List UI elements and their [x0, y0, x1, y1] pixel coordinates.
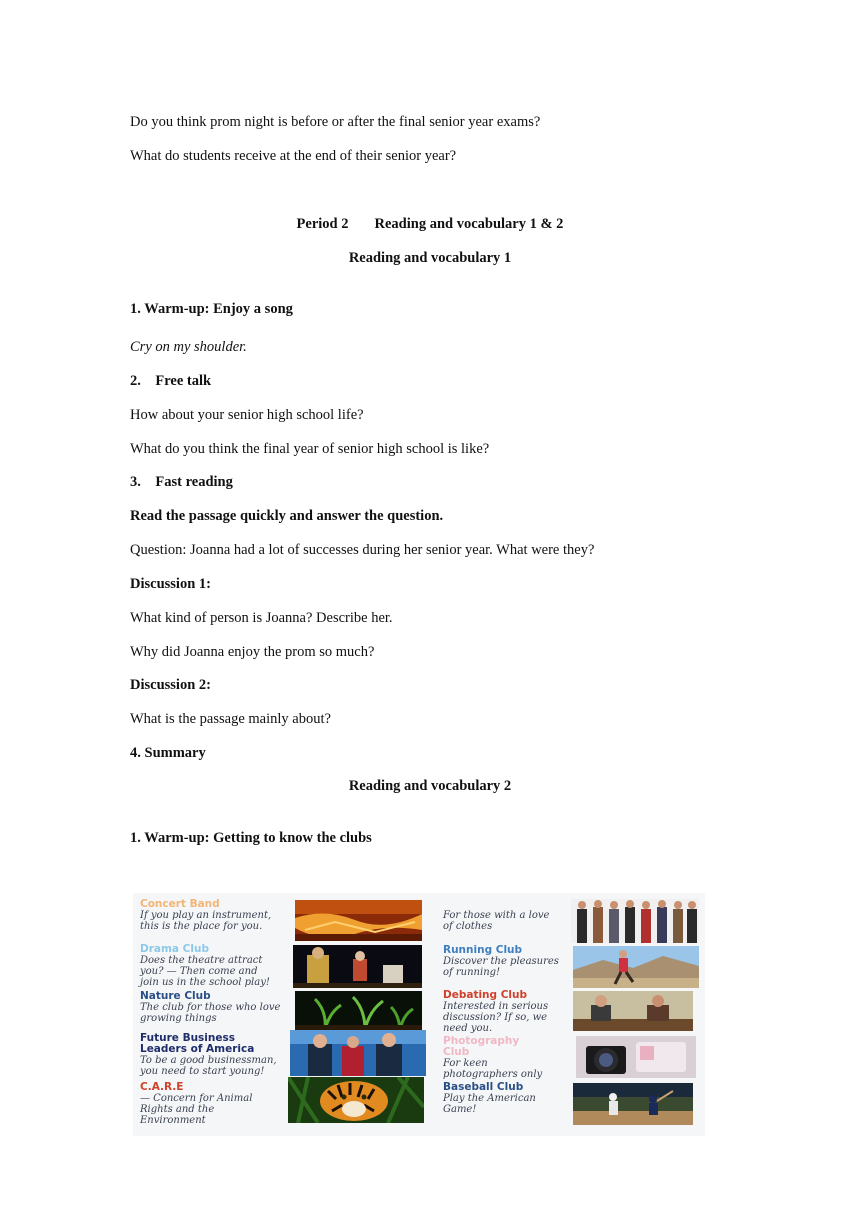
- baseball-club-photo: [573, 1083, 693, 1125]
- club-desc-concert-band-1: If you play an instrument,: [140, 910, 272, 921]
- club-desc-drama-1: Does the theatre attract: [140, 955, 263, 966]
- club-desc-drama-3: join us in the school play!: [140, 977, 270, 988]
- concert-band-photo: [295, 900, 422, 941]
- club-desc-baseball-1: Play the American: [443, 1093, 536, 1104]
- rv2-heading: Reading and vocabulary 2: [348, 778, 512, 794]
- club-name-debating: Debating Club: [443, 989, 527, 1001]
- period-label: Period 2: [296, 216, 349, 232]
- free-talk-question-2: What do you think the final year of senior high school is like?: [130, 441, 490, 457]
- debating-club-photo: [573, 991, 693, 1031]
- club-name-nature: Nature Club: [140, 990, 211, 1002]
- club-desc-fbla-1: To be a good businessman,: [140, 1055, 277, 1066]
- club-desc-care-1: — Concern for Animal: [140, 1093, 253, 1104]
- club-desc-running-1: Discover the pleasures: [443, 956, 559, 967]
- club-name-photography-2: Club: [443, 1046, 470, 1058]
- club-desc-care-3: Environment: [140, 1115, 206, 1126]
- club-desc-photography-2: photographers only: [443, 1069, 543, 1080]
- club-name-concert-band: Concert Band: [140, 898, 220, 910]
- song-title: Cry on my shoulder.: [130, 339, 247, 355]
- rv1-warmup-heading: 1. Warm-up: Enjoy a song: [130, 301, 293, 317]
- free-talk-question-1: How about your senior high school life?: [130, 407, 364, 423]
- club-name-fbla-1: Future Business: [140, 1032, 235, 1044]
- rv1-heading: Reading and vocabulary 1: [348, 250, 512, 266]
- discussion-2-question-1: What is the passage mainly about?: [130, 711, 331, 727]
- discussion-2-heading: Discussion 2:: [130, 677, 211, 693]
- club-desc-running-2: of running!: [443, 967, 501, 978]
- club-desc-fashion-2: of clothes: [443, 921, 493, 932]
- club-name-drama: Drama Club: [140, 943, 209, 955]
- club-desc-fashion-1: For those with a love: [443, 910, 550, 921]
- club-name-running: Running Club: [443, 944, 523, 956]
- intro-question-2: What do students receive at the end of their senior year?: [130, 148, 457, 164]
- rv2-warmup-heading: 1. Warm-up: Getting to know the clubs: [130, 830, 372, 846]
- club-desc-fbla-2: you need to start young!: [140, 1066, 265, 1077]
- drama-club-photo: [293, 945, 422, 988]
- discussion-1-question-2: Why did Joanna enjoy the prom so much?: [130, 644, 375, 660]
- club-name-photography-1: Photography: [443, 1035, 520, 1047]
- club-desc-baseball-2: Game!: [443, 1104, 477, 1115]
- free-talk-heading: 2. Free talk: [130, 373, 212, 389]
- fast-reading-instruction: Read the passage quickly and answer the question.: [130, 508, 444, 524]
- club-desc-photography-1: For keen: [443, 1058, 488, 1069]
- summary-heading: 4. Summary: [130, 745, 206, 761]
- running-club-photo: [573, 946, 699, 988]
- photography-club-photo: [576, 1036, 696, 1078]
- nature-club-photo: [295, 991, 422, 1030]
- fast-reading-question: Question: Joanna had a lot of successes during her senior year. What were they?: [130, 542, 595, 558]
- intro-question-1: Do you think prom night is before or after the final senior year exams?: [130, 114, 541, 130]
- clubs-figure: [133, 893, 705, 1136]
- club-name-baseball: Baseball Club: [443, 1081, 524, 1093]
- period-title: Reading and vocabulary 1 & 2: [374, 216, 564, 232]
- period-heading: [0, 215, 860, 233]
- club-desc-debating-1: Interested in serious: [443, 1001, 549, 1012]
- business-leaders-photo: [290, 1030, 426, 1076]
- club-name-fbla-2: Leaders of America: [140, 1043, 255, 1055]
- fashion-club-photo: [571, 899, 699, 943]
- club-desc-concert-band-2: this is the place for you.: [140, 921, 263, 932]
- discussion-1-question-1: What kind of person is Joanna? Describe her.: [130, 610, 393, 626]
- club-desc-debating-3: need you.: [443, 1023, 493, 1034]
- club-desc-care-2: Rights and the: [140, 1104, 215, 1115]
- club-desc-nature-1: The club for those who love: [140, 1002, 281, 1013]
- club-name-care: C.A.R.E: [140, 1081, 184, 1093]
- discussion-1-heading: Discussion 1:: [130, 576, 211, 592]
- club-desc-nature-2: growing things: [140, 1013, 217, 1024]
- club-desc-debating-2: discussion? If so, we: [443, 1012, 548, 1023]
- club-desc-drama-2: you? — Then come and: [140, 966, 258, 977]
- fast-reading-heading: 3. Fast reading: [130, 474, 233, 490]
- tiger-photo: [288, 1077, 424, 1123]
